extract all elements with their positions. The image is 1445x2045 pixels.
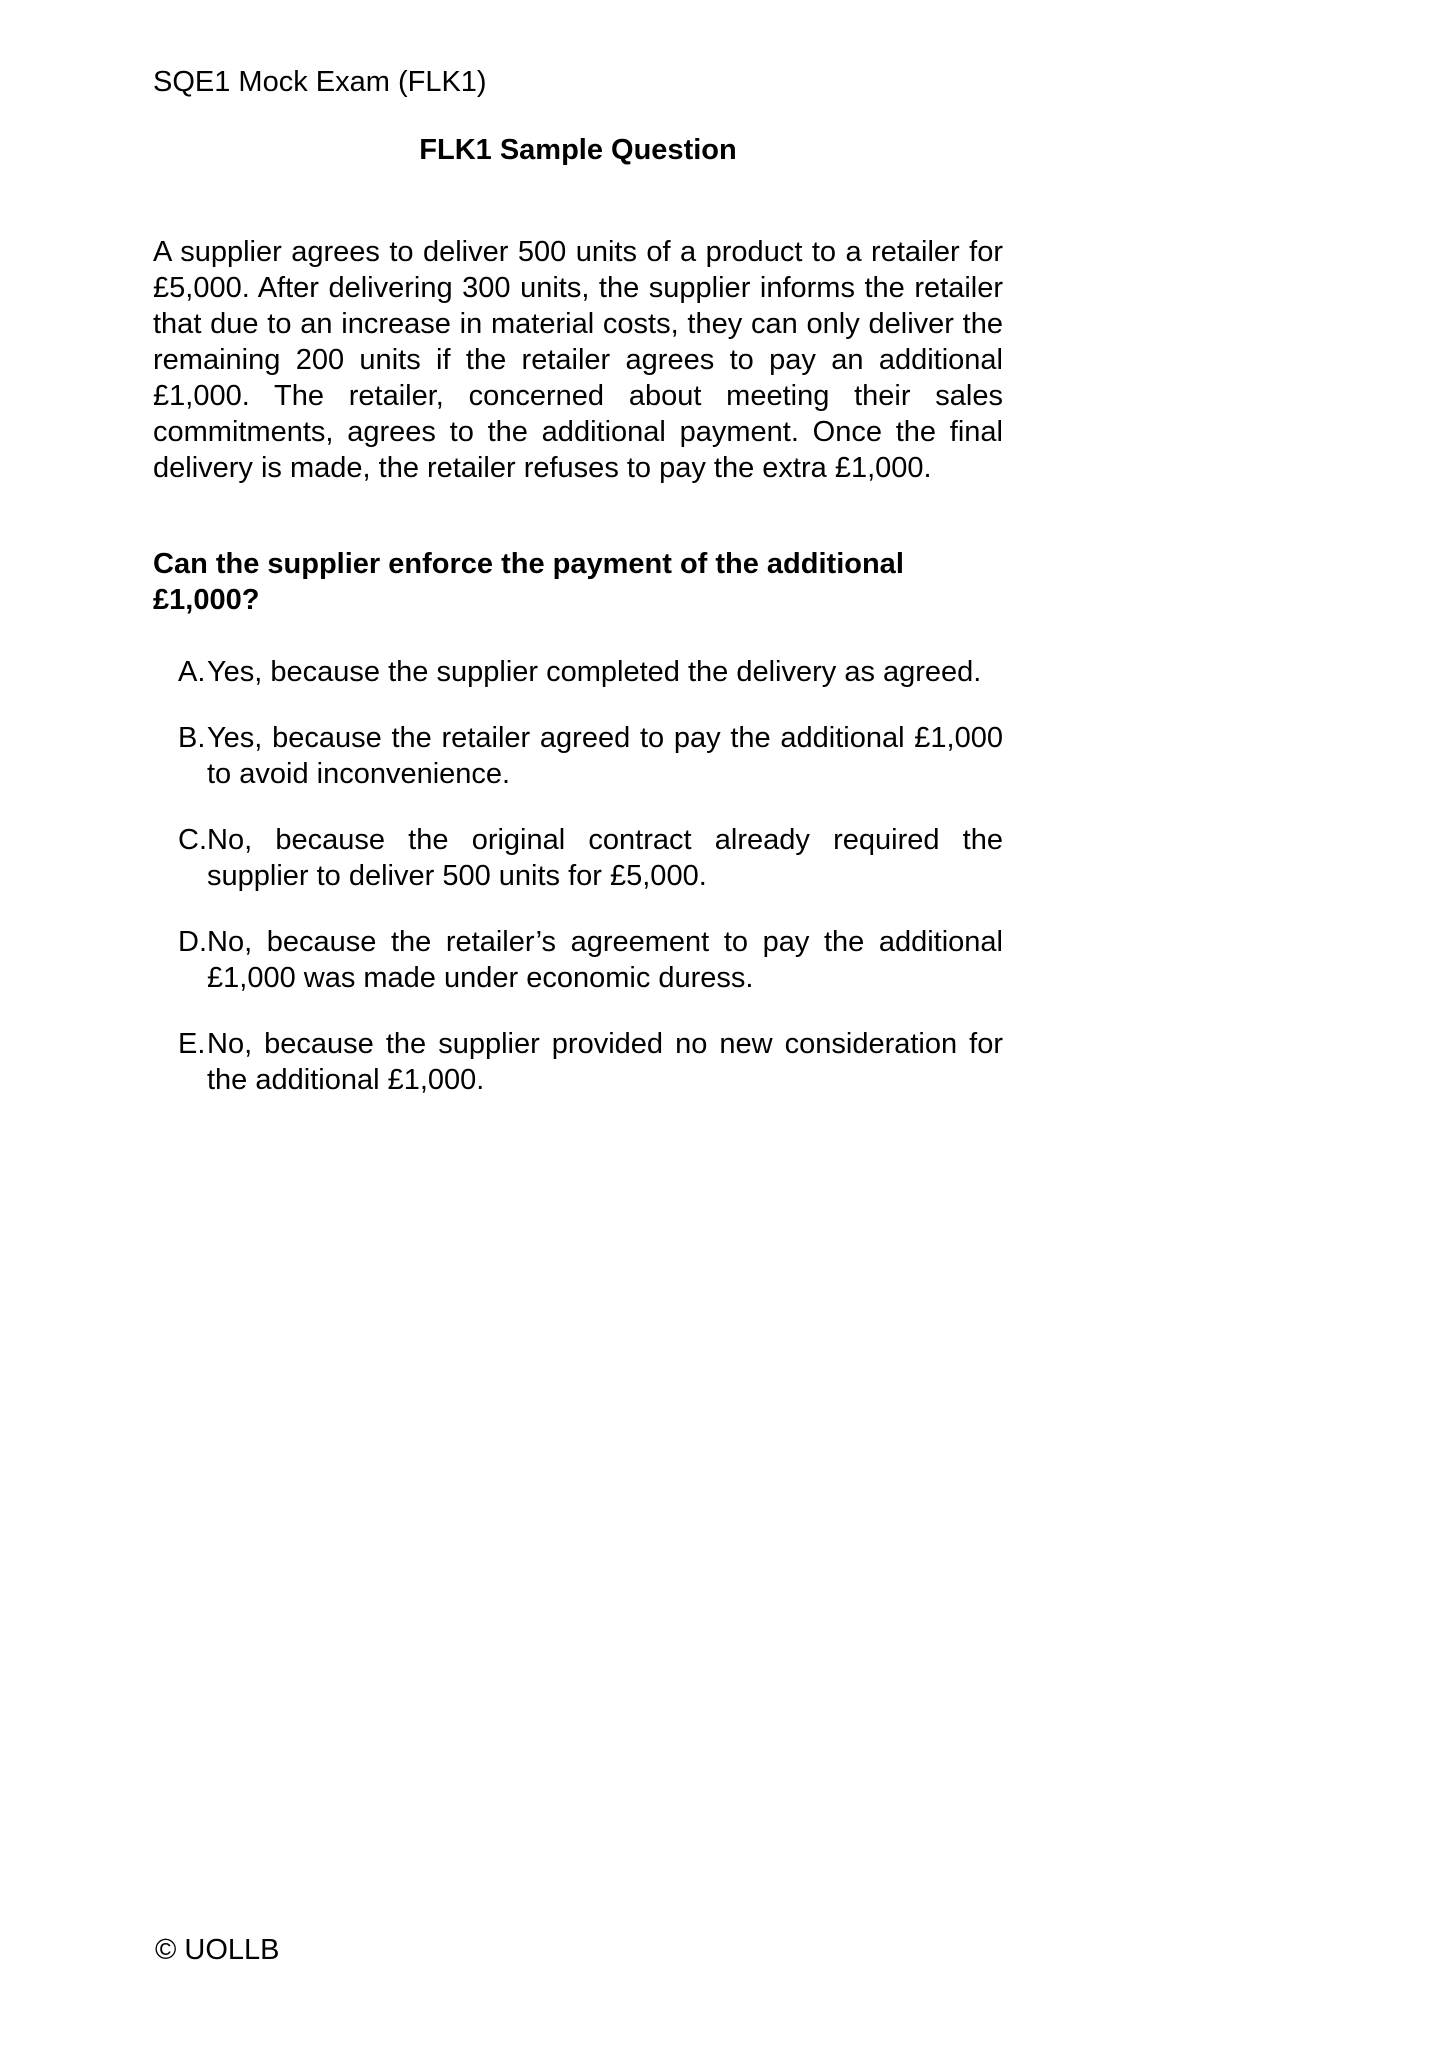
option-letter: D. [178, 926, 207, 958]
document-content [153, 64, 1003, 1098]
answer-option [178, 720, 1003, 792]
exam-header: SQE1 Mock Exam (FLK1) [153, 66, 487, 98]
answer-option [178, 654, 1003, 690]
option-text: No, because the retailer’s agreement to pay the additional £1,000 was made under economic duress. [207, 926, 1003, 994]
option-text: Yes, because the retailer agreed to pay the additional £1,000 to avoid inconvenience. [207, 722, 1003, 790]
question-text: Can the supplier enforce the payment of the additional £1,000? [153, 548, 904, 616]
scenario-paragraph: A supplier agrees to deliver 500 units of a product to a retailer for £5,000. After delivering 300 units, the supplier informs the retailer that due to an increase in material costs, they can only deliver the remaining 200 units if the retailer agrees to pay an additional £1,000. The retailer, concerned about meeting their sales commitments, agrees to the additional payment. Once the final delivery is made, the retailer refuses to pay the extra £1,000. [153, 236, 1003, 484]
options-list [153, 654, 1003, 1098]
answer-option [178, 822, 1003, 894]
option-letter: B. [178, 722, 206, 754]
option-text: No, because the supplier provided no new consideration for the additional £1,000. [207, 1028, 1003, 1096]
option-text: Yes, because the supplier completed the delivery as agreed. [207, 656, 982, 688]
option-text: No, because the original contract already required the supplier to deliver 500 units for £5,000. [207, 824, 1003, 892]
page-title: FLK1 Sample Question [419, 134, 737, 166]
answer-option [178, 1026, 1003, 1098]
option-letter: C. [178, 824, 207, 856]
copyright-footer: © UOLLB [155, 1934, 280, 1966]
option-letter: E. [178, 1028, 206, 1060]
answer-option [178, 924, 1003, 996]
option-letter: A. [178, 656, 206, 688]
